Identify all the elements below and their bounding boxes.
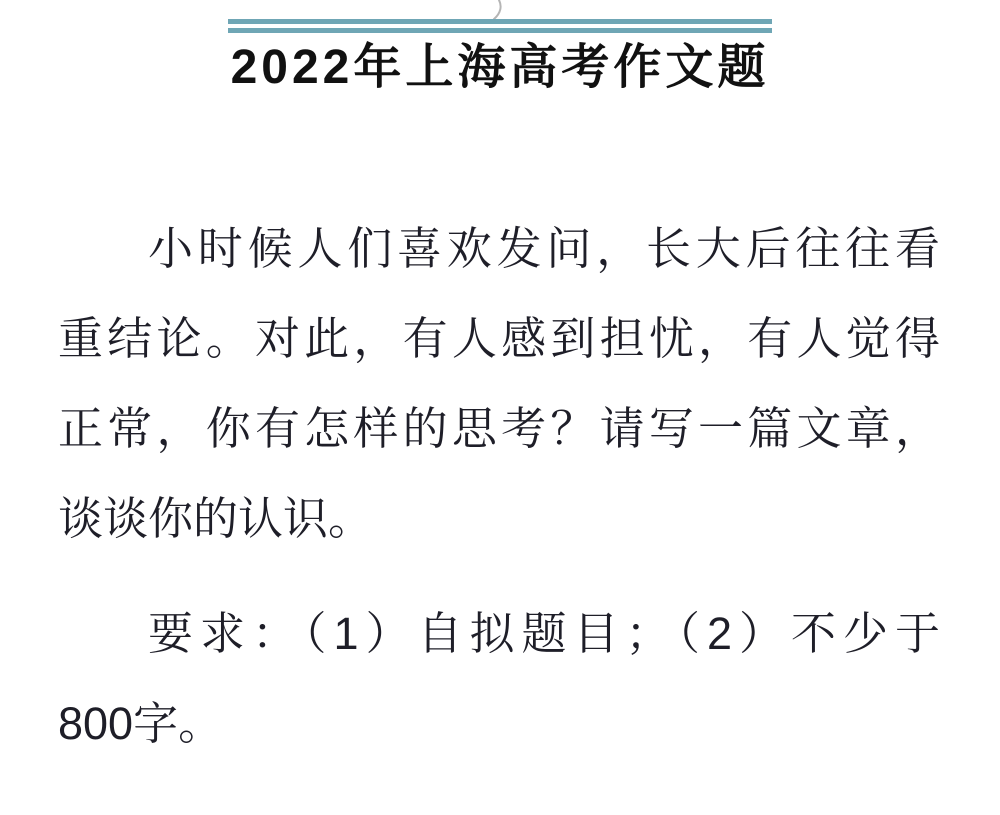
prompt-line-2: 重结论。对此，有人感到担忧，有人觉得 <box>58 313 940 364</box>
prompt-line-3: 正常，你有怎样的思考？请写一篇文章， <box>58 403 940 454</box>
divider-line-top <box>228 19 772 24</box>
essay-body <box>58 204 940 769</box>
requirements-line-1: 要求：（1）自拟题目；（2）不少于 <box>148 608 940 659</box>
title-divider <box>228 19 772 33</box>
requirements-paragraph <box>58 589 940 769</box>
prompt-line-1: 小时候人们喜欢发问，长大后往往看 <box>148 223 940 274</box>
requirements-line-2: 800字。 <box>58 698 224 749</box>
prompt-paragraph <box>58 204 940 564</box>
corner-curve-icon <box>484 0 510 20</box>
prompt-line-4: 谈谈你的认识。 <box>58 493 374 544</box>
page-title: 2022年上海高考作文题 <box>230 41 770 94</box>
divider-line-bottom <box>228 28 772 33</box>
